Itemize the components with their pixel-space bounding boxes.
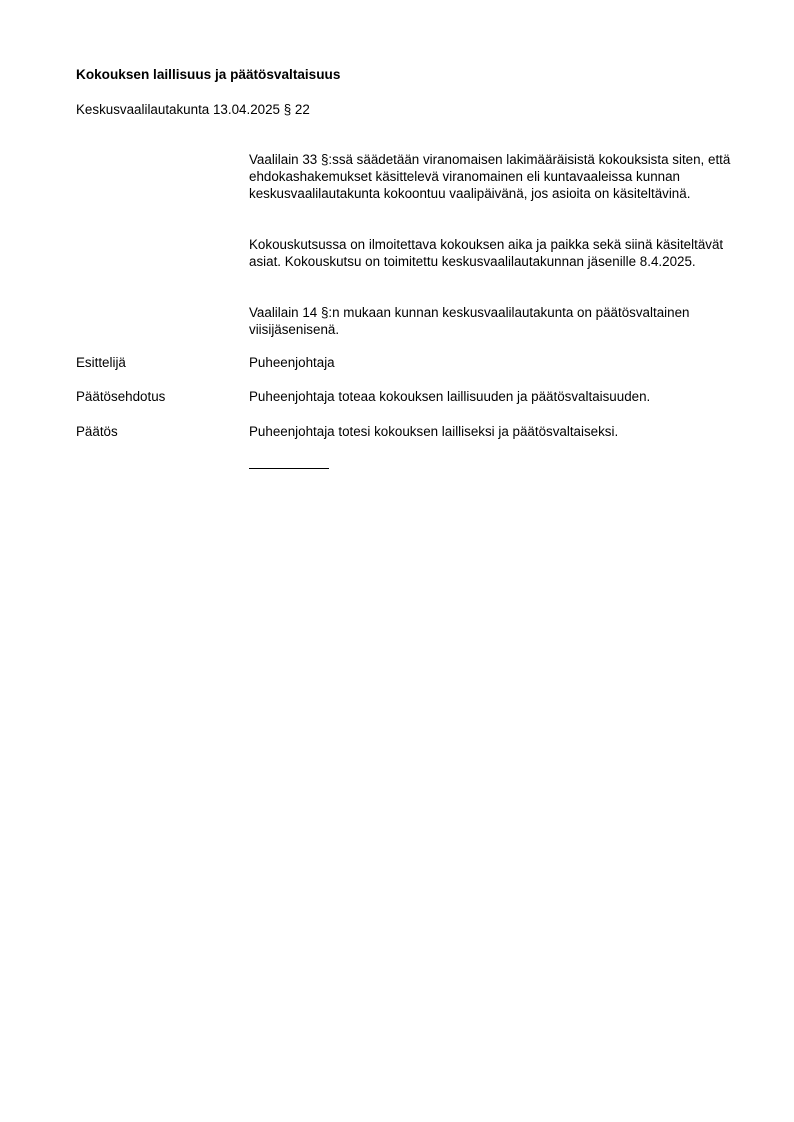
- proposal-label: Päätösehdotus: [76, 389, 166, 404]
- presenter-label: Esittelijä: [76, 355, 126, 370]
- page-title: Kokouksen laillisuus ja päätösvaltaisuus: [76, 67, 341, 82]
- proposal-value: Puheenjohtaja toteaa kokouksen laillisuuden ja päätösvaltaisuuden.: [249, 389, 651, 404]
- body-paragraph-2: Kokouskutsussa on ilmoitettava kokouksen aika ja paikka sekä siinä käsiteltävät asiat. Kokouskutsu on toimitettu keskusvaalilautakunnan jäsenille 8.4.2025.: [249, 237, 724, 269]
- body-paragraph-1: Vaalilain 33 §:ssä säädetään viranomaisen lakimääräisistä kokouksista siten, että ehdokashakemukset käsittelevä viranomainen eli kuntavaaleissa kunnan keskusvaalilautakunta kokoontuu vaalipäivänä, jos asioita on käsiteltävinä.: [249, 152, 731, 201]
- end-divider-line: [249, 468, 329, 469]
- body-paragraph-3: Vaalilain 14 §:n mukaan kunnan keskusvaalilautakunta on päätösvaltainen viisijäsenisenä.: [249, 305, 690, 337]
- presenter-value: Puheenjohtaja: [249, 355, 335, 370]
- meeting-reference: Keskusvaalilautakunta 13.04.2025 § 22: [76, 102, 310, 117]
- decision-value: Puheenjohtaja totesi kokouksen lailliseksi ja päätösvaltaiseksi.: [249, 424, 619, 439]
- decision-label: Päätös: [76, 424, 118, 439]
